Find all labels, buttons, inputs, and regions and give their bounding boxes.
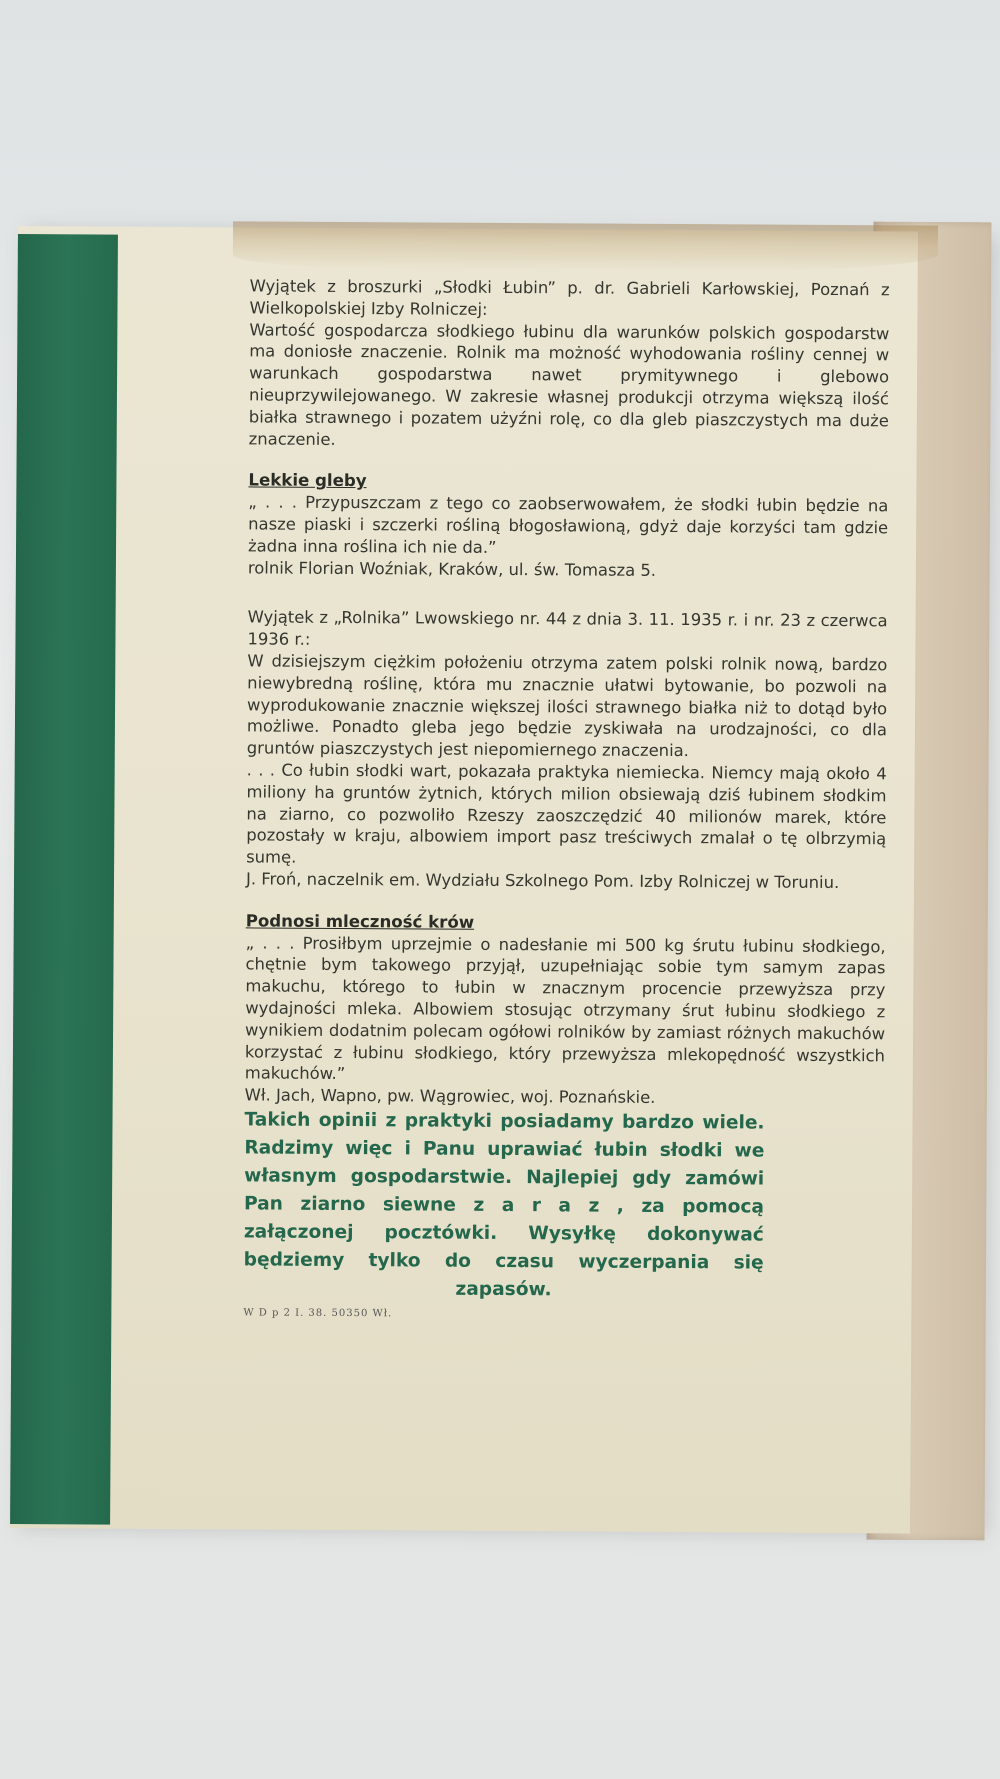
light-soils-author: rolnik Florian Woźniak, Kraków, ul. św. Tomasza 5. bbox=[247, 557, 657, 580]
leaflet-text bbox=[243, 275, 889, 1328]
light-soils-quote: „ . . . Przypuszczam z tego co zaobserwowałem, że słodki łubin będzie na nasze piaski i szczerki rośliną błogosławioną, gdyż daje korzyści tam gdzie żadna inna roślina ich nie da.” bbox=[247, 492, 889, 557]
milk-yield-quote: „ . . . Prosiłbym uprzejmie o nadesłanie mi 500 kg śrutu łubinu słodkiego, chętnie bym takowego przyjął, uzupełniając sobie tym samym zapas makuchu, którego to łubin w znacznym procencie przewyższa przy wydajności mleka. Albowiem stosując otrzymany śrut łubinu słodkiego z wynikiem dodatnim polecam ogółowi rolników by zamiast różnych makuchów korzystać z łubinu słodkiego, który przewyższa mlekopędność wszystkich makuchów.” bbox=[244, 932, 886, 1084]
promo-text: Takich opinii z praktyki posiadamy bardzo wiele. Radzimy więc i Panu uprawiać łubin słodki we własnym gospodarstwie. Najlepiej gdy zamówi Pan ziarno siewne z a r a z , za pomocą załączonej pocztówki. Wysyłkę dokonywać będziemy tylko do czasu wyczerpania się zapasów. bbox=[243, 1109, 765, 1301]
light-soils-section bbox=[248, 470, 889, 583]
leaflet-page bbox=[10, 226, 918, 1533]
rolnik-text-1: W dzisiejszym ciężkim położeniu otrzyma zatem polski rolnik nową, bardzo niewybredną roślinę, która mu znacznie ułatwi bytowanie, bo pozwoli na wyprodukowanie znacznie większej ilości strawnego białka niż to dotąd było możliwe. Ponadto gleba jego będzie zyskiwała na urodzajności, co dla gruntów piaszczystych jest niepomiernego znaczenia. bbox=[246, 651, 888, 761]
brochure-excerpt bbox=[249, 275, 890, 453]
light-soils-heading: Lekkie gleby bbox=[248, 470, 367, 491]
rolnik-excerpt bbox=[246, 607, 888, 894]
rolnik-text-2: . . . Co łubin słodki wart, pokazała praktyka niemiecka. Niemcy mają około 4 miliony ha gruntów żytnich, których milion obsiewają dziś łubinem słodkim na ziarno, co pozwoliło Rzeszy zaoszczędzić 40 milionów marek, które pozostały w kraju, albowiem import pasz treściwych zmalał o tę olbrzymią sumę. bbox=[246, 760, 887, 867]
rolnik-author: J. Froń, naczelnik em. Wydziału Szkolnego Pom. Izby Rolniczej w Toruniu. bbox=[245, 869, 840, 892]
milk-yield-section bbox=[245, 910, 886, 1110]
rolnik-source: Wyjątek z „Rolnika” Lwowskiego nr. 44 z dnia 3. 11. 1935 r. i nr. 23 z czerwca 1936 r.: bbox=[247, 607, 888, 649]
brochure-source: Wyjątek z broszurki „Słodki Łubin” p. dr. Gabrieli Karłowskiej, Poznań z Wielkopolskiej Izby Rolniczej: bbox=[249, 276, 890, 319]
milk-yield-heading: Podnosi mleczność krów bbox=[245, 911, 475, 932]
print-code: W D p 2 I. 38. 50350 Wł. bbox=[243, 1307, 393, 1320]
green-side-band bbox=[10, 234, 118, 1525]
water-stain bbox=[233, 221, 938, 273]
brochure-text: Wartość gospodarcza słodkiego łubinu dla warunków polskich gospodarstw ma doniosłe znaczenie. Rolnik ma możność wyhodowania rośliny cennej w warunkach gospodarstwa nawet prymitywnego i glebowo nieuprzywilejowanego. W zakresie własnej produkcji otrzyma większą ilość białka strawnego i pozatem użyźni rolę, co dla gleb piaszczystych ma duże znaczenie. bbox=[248, 320, 890, 449]
milk-yield-author: Wł. Jach, Wapno, pw. Wągrowiec, woj. Poznańskie. bbox=[244, 1085, 656, 1108]
